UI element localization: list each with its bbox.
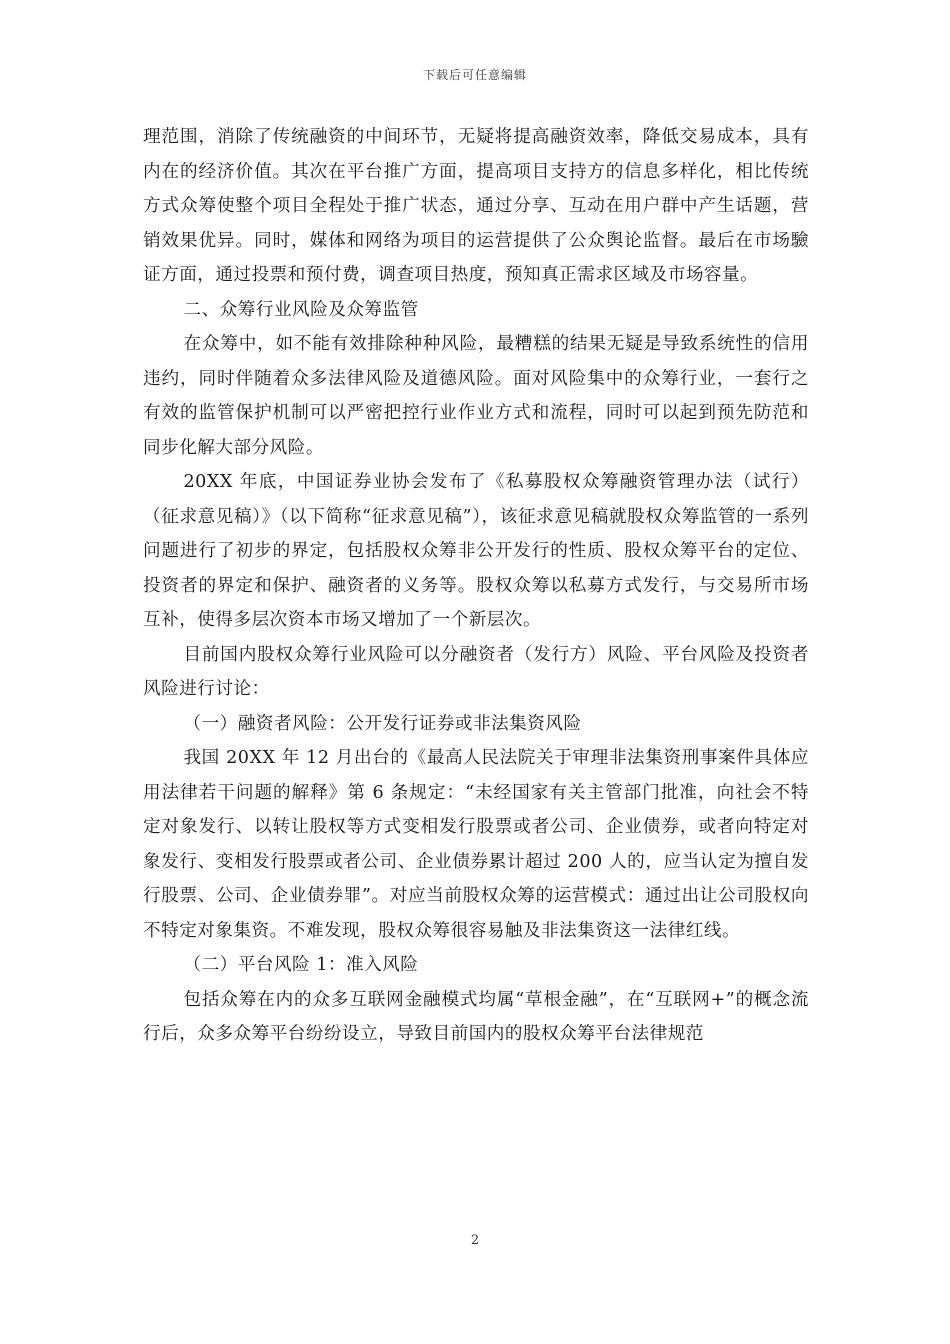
paragraph: 20XX 年底，中国证券业协会发布了《私募股权众筹融资管理办法（试行）（征求意见稿）》（以下简称“征求意见稿”），该征求意见稿就股权众筹监管的一系列问题进行了初步的界定，包括股权众筹非公开发行的性质、股权众筹平台的定位、投资者的界定和保护、融资者的义务等。股权众筹以私募方式发行，与交易所市场互补，使得多层次资本市场又增加了一个新层次。 — [143, 472, 809, 630]
section-heading: 二、众筹行业风险及众筹监管 — [183, 299, 419, 320]
paragraph: 目前国内股权众筹行业风险可以分融资者（发行方）风险、平台风险及投资者风险进行讨论： — [143, 644, 809, 699]
paragraph: 我国 20XX 年 12 月出台的《最高人民法院关于审理非法集资刑事案件具体应用法律若干问题的解释》第 6 条规定：“未经国家有关主管部门批准，向社会不特定对象发行、以转让股权等方式变相发行股票或者公司、企业债券，或者向特定对象发行、变相发行股票或者公司、企业债券累计超过 200 人的，应当认定为擅自发行股票、公司、企业债券罪”。对应当前股权众筹的运营模式：通过出让公司股权向不特定对象集资。不难发现，股权众筹很容易触及非法集资这一法律红线。 — [143, 748, 809, 941]
paragraph: 在众筹中，如不能有效排除种种风险，最糟糕的结果无疑是导致系统性的信用违约，同时伴随着众多法律风险及道德风险。面对风险集中的众筹行业，一套行之有效的监管保护机制可以严密把控行业作业方式和流程，同时可以起到预先防范和同步化解大部分风险。 — [143, 334, 809, 458]
subsection-heading: （一）融资者风险：公开发行证券或非法集资风险 — [183, 713, 582, 734]
page-header: 下载后可任意编辑 — [422, 68, 527, 82]
subsection-heading: （二）平台风险 1：准入风险 — [183, 955, 419, 975]
paragraph: 理范围，消除了传统融资的中间环节，无疑将提高融资效率，降低交易成本，具有内在的经济价值。其次在平台推广方面，提高项目支持方的信息多样化，相比传统方式众筹使整个项目全程处于推广状态，通过分享、互动在用户群中产生话题，营销效果优异。同时，媒体和网络为项目的运营提供了公众舆论监督。最后在市场驗证方面，通过投票和预付费，调查项目热度，预知真正需求区域及市场容量。 — [143, 127, 809, 285]
document-body — [143, 120, 809, 1052]
page-number: 2 — [470, 1233, 480, 1248]
paragraph: 包括众筹在内的众多互联网金融模式均属“草根金融”，在“互联网+”的概念流行后，众多众筹平台纷纷设立，导致目前国内的股权众筹平台法律规范 — [143, 989, 809, 1044]
